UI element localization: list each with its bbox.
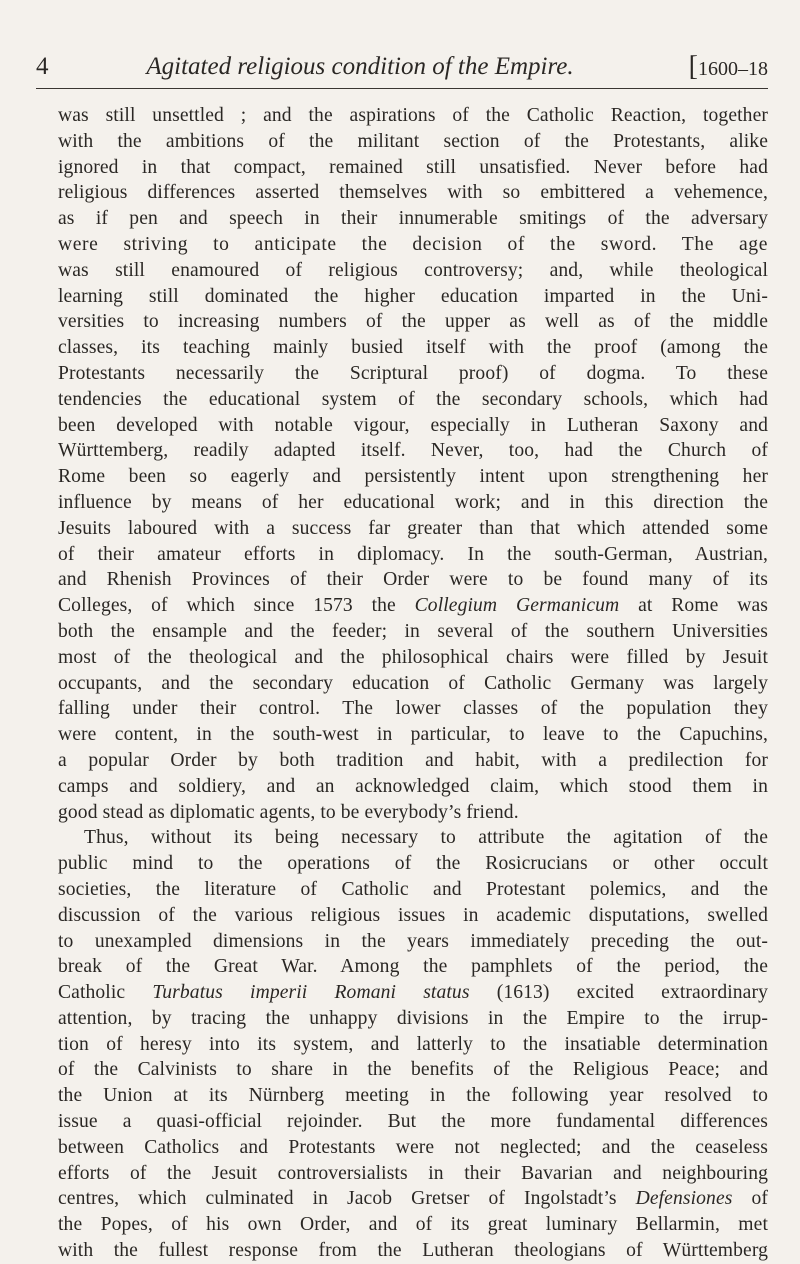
text-run: of bbox=[732, 1188, 768, 1210]
text-line: as if pen and speech in their innumerable smitings of the adversary bbox=[58, 208, 768, 230]
text-line: occupants, and the secondary education of Catholic Germany was largely bbox=[58, 672, 768, 694]
page-number: 4 bbox=[36, 53, 49, 80]
text-line: Württemberg, readily adapted itself. Never, too, had the Church of bbox=[58, 440, 768, 462]
text-line: of the Calvinists to share in the benefits of the Religious Peace; and bbox=[58, 1059, 768, 1081]
text-line: classes, its teaching mainly busied itself with the proof (among the bbox=[58, 337, 768, 359]
text-line: learning still dominated the higher education imparted in the Uni- bbox=[58, 285, 768, 307]
text-line: the Popes, of his own Order, and of its great luminary Bellarmin, met bbox=[58, 1214, 768, 1236]
text-line: societies, the literature of Catholic and Protestant polemics, and the bbox=[58, 878, 768, 900]
text-line: influence by means of her educational work; and in this direction the bbox=[58, 491, 768, 513]
text-line: good stead as diplomatic agents, to be everybody’s friend. bbox=[58, 801, 519, 823]
text-line: public mind to the operations of the Rosicrucians or other occult bbox=[58, 853, 768, 875]
range-bracket: [ bbox=[688, 51, 698, 82]
text-line bbox=[58, 980, 768, 1006]
text-line: Rome been so eagerly and persistently intent upon strengthening her bbox=[58, 466, 768, 488]
text-line: with the ambitions of the militant section of the Protestants, alike bbox=[58, 130, 768, 152]
page-date-range bbox=[689, 52, 768, 84]
text-line: issue a quasi-official rejoinder. But the more fundamental differences bbox=[58, 1111, 768, 1133]
text-line: both the ensample and the feeder; in several of the southern Universities bbox=[58, 620, 768, 642]
header-rule bbox=[36, 88, 768, 89]
text-line: attention, by tracing the unhappy divisions in the Empire to the irrup- bbox=[58, 1007, 768, 1029]
text-line: falling under their control. The lower classes of the population they bbox=[58, 698, 768, 720]
italic-work-title: Defensiones bbox=[635, 1188, 733, 1210]
text-line: discussion of the various religious issues in academic disputations, swelled bbox=[58, 904, 768, 926]
italic-pamphlet-title: Turbatus imperii Romani status bbox=[152, 982, 470, 1004]
text-line: been developed with notable vigour, especially in Lutheran Saxony and bbox=[58, 414, 768, 436]
text-line: ignored in that compact, remained still unsatisfied. Never before had bbox=[58, 156, 768, 178]
text-run: Catholic bbox=[58, 982, 153, 1004]
text-line: was still enamoured of religious controversy; and, while theological bbox=[58, 259, 768, 281]
text-line: Jesuits laboured with a success far greater than that which attended some bbox=[58, 517, 768, 539]
text-line: was still unsettled ; and the aspirations of the Catholic Reaction, together bbox=[58, 105, 768, 126]
text-line: were content, in the south-west in particular, to leave to the Capuchins, bbox=[58, 724, 768, 746]
text-line: the Union at its Nürnberg meeting in the following year resolved to bbox=[58, 1085, 768, 1107]
text-line: camps and soldiery, and an acknowledged claim, which stood them in bbox=[58, 775, 768, 797]
text-line bbox=[58, 1186, 768, 1212]
body-text bbox=[58, 103, 768, 1264]
running-title: Agitated religious condition of the Empire. bbox=[146, 53, 574, 80]
running-header bbox=[36, 52, 768, 92]
text-line: of their amateur efforts in diplomacy. In the south-German, Austrian, bbox=[58, 543, 768, 565]
text-run: at Rome was bbox=[619, 595, 768, 617]
text-line: tion of heresy into its system, and latterly to the insatiable determination bbox=[58, 1033, 768, 1055]
text-line: to unexampled dimensions in the years immediately preceding the out- bbox=[58, 930, 768, 952]
text-line: most of the theological and the philosophical chairs were filled by Jesuit bbox=[58, 646, 768, 668]
text-line: Protestants necessarily the Scriptural proof) of dogma. To these bbox=[58, 362, 768, 384]
text-line: religious differences asserted themselves with so embittered a vehemence, bbox=[58, 182, 768, 204]
italic-latin-title: Collegium Germanicum bbox=[414, 595, 620, 617]
text-line bbox=[58, 593, 768, 619]
text-line: break of the Great War. Among the pamphlets of the period, the bbox=[58, 956, 768, 978]
text-line: with the fullest response from the Lutheran theologians of Württemberg bbox=[58, 1240, 768, 1262]
paragraph-first-line: Thus, without its being necessary to attribute the agitation of the bbox=[84, 827, 768, 849]
text-run: (1613) excited extraordinary bbox=[469, 982, 768, 1004]
text-line: efforts of the Jesuit controversialists in their Bavarian and neighbouring bbox=[58, 1162, 768, 1184]
text-run: centres, which culminated in Jacob Gretser of Ingolstadt’s bbox=[58, 1188, 636, 1210]
text-line: tendencies the educational system of the secondary schools, which had bbox=[58, 388, 768, 410]
range-years: 1600–18 bbox=[698, 58, 768, 80]
text-line: and Rhenish Provinces of their Order were to be found many of its bbox=[58, 569, 768, 591]
text-run: Colleges, of which since 1573 the bbox=[58, 595, 415, 617]
text-line: were striving to anticipate the decision of the sword. The age bbox=[58, 233, 768, 255]
text-line: a popular Order by both tradition and habit, with a predilection for bbox=[58, 749, 768, 771]
text-line: between Catholics and Protestants were not neglected; and the ceaseless bbox=[58, 1136, 768, 1158]
text-line: versities to increasing numbers of the upper as well as of the middle bbox=[58, 311, 768, 333]
